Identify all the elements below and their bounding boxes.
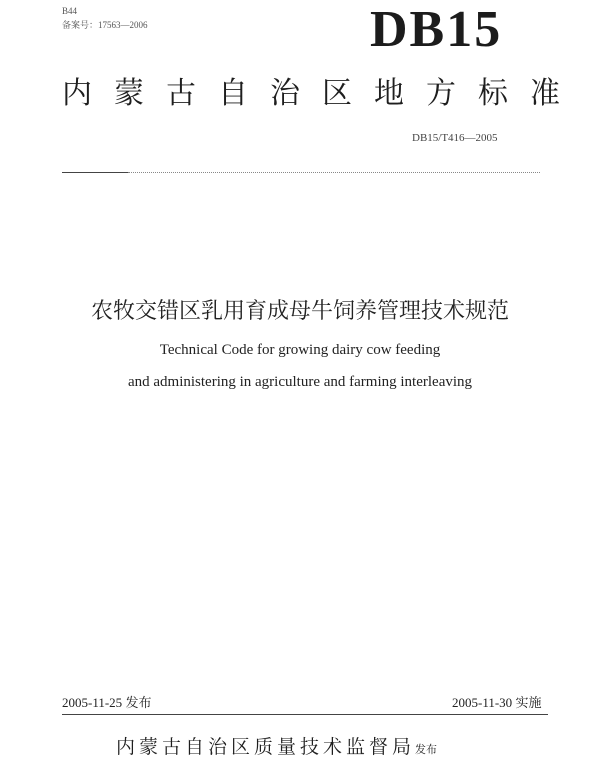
header-rule-right: [128, 172, 540, 173]
issuer: [116, 732, 437, 759]
issue-label: 发布: [125, 695, 152, 710]
ics-code: B44: [62, 6, 78, 16]
header-rule-left: [62, 172, 128, 173]
implement-date: 2005-11-30: [452, 695, 513, 710]
issuer-suffix: 发布: [415, 743, 438, 756]
standard-number: DB15/T416—2005: [412, 132, 498, 144]
issue-date: 2005-11-25: [62, 695, 123, 710]
chinese-title: 农牧交错区乳用育成母牛饲养管理技术规范: [90, 299, 509, 324]
issuer-name: 内蒙古自治区质量技术监督局: [116, 736, 416, 758]
implement-date-block: [452, 692, 541, 711]
standard-category-title: 内蒙古自治区地方标准: [62, 76, 582, 111]
implement-label: 实施: [515, 695, 542, 710]
record-number: 备案号：17563—2006: [62, 20, 148, 30]
english-title-line2: and administering in agriculture and farming interleaving: [127, 374, 473, 390]
english-title-line1: Technical Code for growing dairy cow feeding: [159, 342, 441, 358]
db-logo: DB15: [370, 1, 503, 58]
footer-rule: [62, 714, 548, 715]
issue-date-block: [62, 692, 151, 711]
